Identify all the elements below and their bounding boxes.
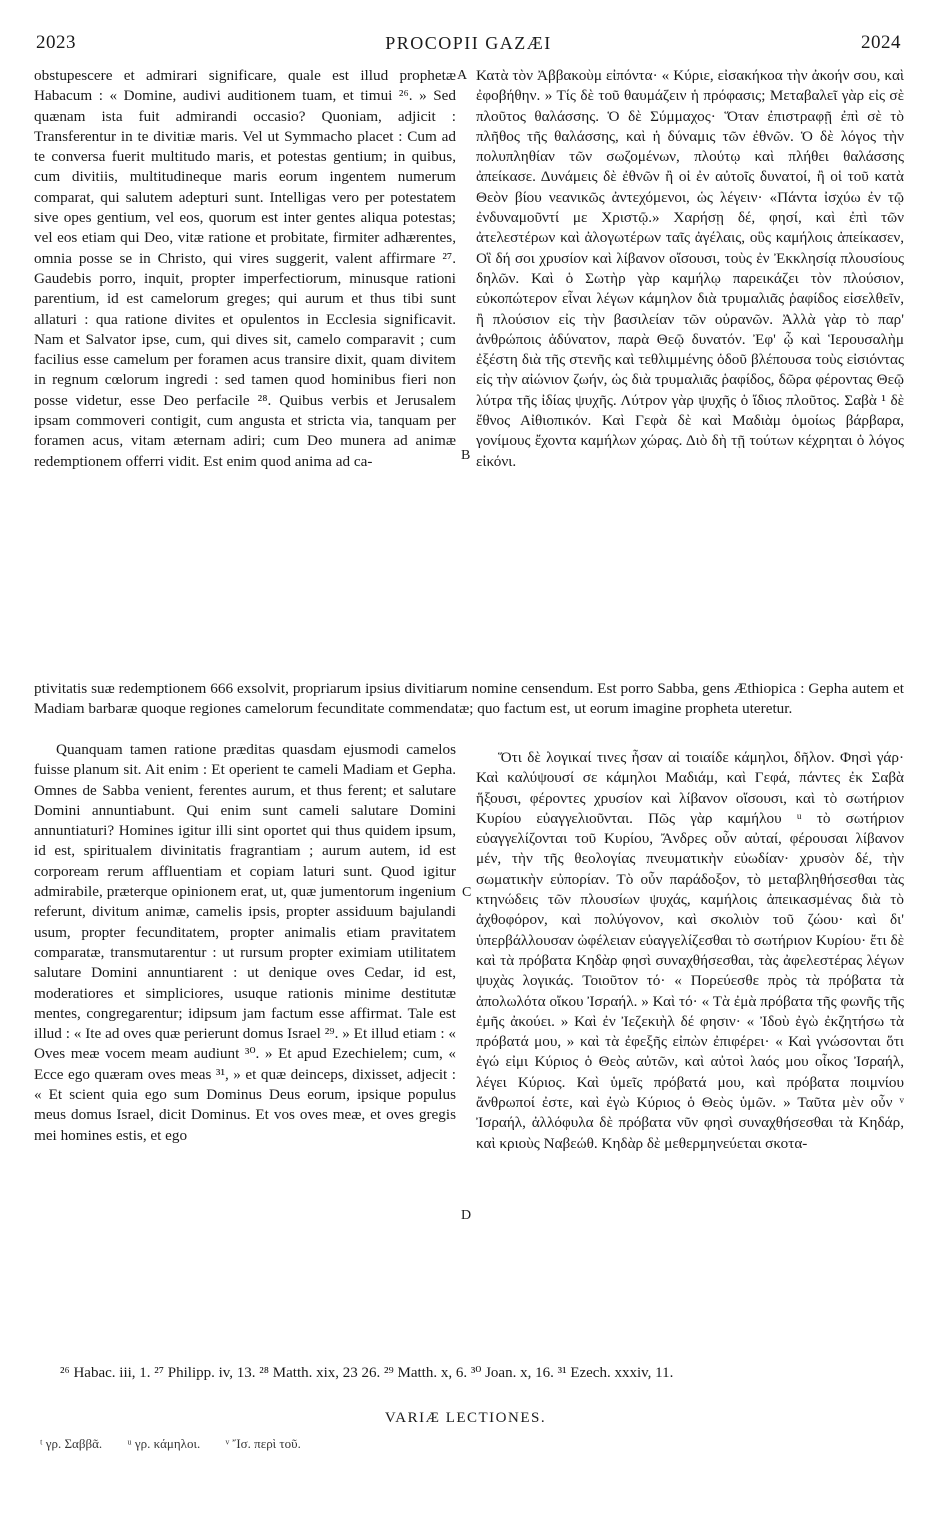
- latin-paragraph-1: obstupescere et admirari significare, quale est illud prophetæ Habacum : « Domine, audivi auditionem tuam, et timui ²⁶. » Sed quænam ista fuit admirandi occasio? Quoniam, adjicit : Transferentur in te divitiæ maris. Vel ut Symmacho placet : Cum ad te conversa fuerit multitudo maris, et potestas gentium; in quibus, cum divitiis, multitudineque maris eorum ingentem numerum comparat, qui salutem adepturi sunt. Intelligas vero per potestatem sive opes gentium, vel eos, quorum est inter gentes aliqua potestas; vel eos etiam qui Deo, vitæ ratione et probitate, firmiter adhærentes, omnia posse se in Christo, qui vires suggerit, valent affirmare ²⁷. Gaudebis porro, inquit, propter imperfectiorum, minusque rationi parentium, id est camelorum greges; qui aurum et thus tibi sunt allaturi : qua ratione divites et opulentos in Ecclesia significavit. Nam et Salvator ipse, cum, qui dives sit, camelo comparavit ; cum facilius esse camelum per foramen acus transire dixit, quam divitem in regnum cœlorum ingredi : sed tamen quod hominibus fieri non posse videtur, esse Deo perfacile ²⁸. Quibus verbis et Jerusalem ipsam commoveri contigit, cum angusta et stricta via, tanquam per foramen acus, vitam æternam adiri; cum Deo munera ad animæ redemptionem offerri vidit. Est enim quod anima ad ca-: [34, 67, 456, 470]
- page-number-right: 2024: [861, 32, 901, 53]
- footnotes: ²⁶ Habac. iii, 1. ²⁷ Philipp. iv, 13. ²⁸ Matth. xix, 23 26. ²⁹ Matth. x, 6. ³⁰ Joan. x, 16. ³¹ Ezech. xxxiv, 11.: [60, 1365, 674, 1381]
- page-number-left: 2023: [36, 32, 76, 53]
- margin-letter-b: B: [461, 448, 471, 463]
- greek-paragraph-1: Κατὰ τὸν Ἀββακοὺμ εἰπόντα· « Κύριε, εἰσακήκοα τὴν ἀκοήν σου, καὶ ἐφοβήθην. » Τίς δὲ τοῦ θαυμάζειν ἡ πρόφασις; Μεταβαλεῖ γὰρ εἰς σὲ πλοῦτος θαλάσσης. Ὁ δὲ Σύμμαχος· Ὅταν ἐπιστραφῇ ἐπὶ σὲ τὸ πλῆθος τῆς θαλάσσης, καὶ ἡ δύναμις τῶν ἐθνῶν. Ὁ δὲ λόγος τὴν πολυπληθίαν τῶν σωζομένων, πλούτῳ καὶ πλήθει θαλάσσης ἀπείκασε. Δυνάμεις δὲ ἐθνῶν ἢ οἱ ἐν αὐτοῖς δυνατοί, ἢ οἱ τοῦ κατὰ Θεὸν βίου νεανικῶς ἀντεχόμενοι, ὡς λέγειν· «Πάντα ἰσχύω ἐν τῷ ἐνδυναμοῦντί με Χριστῷ.» Χαρήσῃ δέ, φησί, καὶ ἐπὶ τῶν ἀτελεστέρων καὶ ἀλογωτέρων ταῖς ἀγέλαις, οὓς καμήλοις ἀπείκασεν, Οἳ δή σοι χρυσίον καὶ λίβανον οἴσουσι, τοὺς ἐν Ἐκκλησίᾳ πλουσίους δηλῶν. Καὶ ὁ Σωτὴρ γὰρ καμήλῳ παρεικάζει τὸν πλούσιον, εὐκοπώτερον εἶναι λέγων κάμηλον διὰ τρυμαλιᾶς ῥαφίδος εἰσελθεῖν, ἢ πλούσιον εἰς τὴν βασιλείαν τῶν οὐρανῶν. Ἀλλὰ γὰρ τὸ παρ' ἀνθρώποις ἀδύνατον, παρὰ Θεῷ δυνατόν. Ἐφ' ᾧ καὶ Ἱερουσαλὴμ ἐξέστη διὰ τῆς στενῆς καὶ τεθλιμμένης ὁδοῦ βλέπουσα τοὺς εἰσιόντας εἰς τὴν αἰώνιον ζωήν, ὡς διὰ τρυμαλιᾶς ῥαφίδος, δῶρα φέροντας Θεῷ λύτρα τῆς ἰδίας ψυχῆς. Λύτρον γὰρ ψυχῆς ὁ ἴδιος πλοῦτος. Σαβὰ ¹ δὲ ἔθνος Αἰθιοπικόν. Καὶ Γεφὰ δὲ καὶ Μαδιὰμ ὁμοίως βάρβαρα, γονίμους ἔχοντα καμήλων χώρας. Διὸ δὴ τῇ τούτων κέχρηται ὁ λόγος εἰκόνι.: [476, 67, 904, 470]
- margin-letter-c: C: [462, 885, 472, 900]
- latin-paragraph-2: Quanquam tamen ratione præditas quasdam ejusmodi camelos fuisse planum sit. Ait enim : Et operient te cameli Madiam et Gepha. Omnes de Sabba venient, ferentes aurum, et thus ferent; et salutare Domini annuntiabunt. Qui enim sunt cameli salutare Domini annuntiaturi? Homines igitur illi sint oportet qui thus quidem ipsum, id est, spiritualem divinitatis fragrantiam ; aurum autem, id est corpoream rerum affluentiam et copiam laturi sunt. Quod igitur admirabile, præterque opinionem erat, ut, quæ jumentorum ingenium referunt, divitum animæ, camelis ipsis, propter assiduum bajulandi usum, propter fecunditatem, propter animalis etiam pravitatem comparatæ, transmutarentur : ut rursum propter eximiam utilitatem salutare Domini annuntiarent : ut denique oves Cedar, id est, moderatiores et simpliciores, usuque rationis minime destitutæ mentes, congregarentur; idipsum jam factum esse affirmat. Tale est illud : « Ite ad oves quæ perierunt domus Israel ²⁹. » Et illud etiam : « Oves meæ vocem meam audiunt ³⁰. » Et apud Ezechielem; cum, « Ecce ego quæram oves meas ³¹, » et quæ deinceps, dixisset, adjecit : « Et scient quia ego sum Dominus Deus eorum, ipsique populus meus domus Israel, dicit Dominus. Et vos oves meæ, et oves gregis mei homines estis, et ego: [34, 741, 456, 1144]
- variae-lectiones-notes: [40, 1436, 323, 1452]
- margin-letter-d: D: [461, 1208, 472, 1223]
- variant-reading-t: ᵗ γρ. Σαββᾶ.: [40, 1436, 103, 1451]
- variant-reading-v: ᵛ Ἴσ. περὶ τοῦ.: [225, 1436, 301, 1451]
- greek-paragraph-2: Ὅτι δὲ λογικαί τινες ἦσαν αἱ τοιαίδε κάμηλοι, δῆλον. Φησὶ γάρ· Καὶ καλύψουσί σε κάμηλοι Μαδιάμ, καὶ Γεφά, πάντες ἐκ Σαβὰ ἥξουσι, φέροντες χρυσίον καὶ λίβανον οἴσουσι, καὶ τὸ σωτήριον Κυρίου εὐαγγελιοῦνται. Πῶς γὰρ καμήλου ᵘ τὸ σωτήριον εὐαγγελίζονται τοῦ Κυρίου, Ἄνδρες οὖν αὐταί, φέρουσαι λίβανον μέν, τὴν τῆς θεολογίας πνευματικὴν εὐωδίαν· χρυσὸν δέ, τὴν σωματικὴν εὐπορίαν. Τὸ οὖν παράδοξον, τὸ μεταβληθήσεσθαι τὰς κτηνώδεις τῶν πλουσίων ψυχάς, καμήλοις ἀπεικασμένας διὰ τὸ ἀχθοφόρον, καὶ πολύγονον, καὶ σκολιὸν τοῦ ζώου· καὶ δι' ὑπερβάλλουσαν ὠφέλειαν εὐαγγελίζεσθαι τὸ σωτήριον Κυρίου· ἔτι δὲ καὶ τὰ πρόβατα Κηδὰρ φησὶ συναχθήσεσθαι, τὰς ἀφελεστέρας λέγων ψυχὰς λογικάς. Τοιοῦτον τό· « Πορεύεσθε πρὸς τὰ πρόβατα τὰ ἀπολωλότα οἴκου Ἰσραήλ. » Καὶ τό· « Τὰ ἐμὰ πρόβατα τῆς φωνῆς τῆς ἐμῆς ἀκούει. » Καὶ ἐν Ἰεζεκιὴλ δέ φησιν· « Ἰδοὺ ἐγὼ ἐκζητήσω τὰ πρόβατά μου, » καὶ τὰ ἐφεξῆς εἰπὼν ἐπιφέρει· « Καὶ γνώσονται ὅτι ἐγώ εἰμι Κύριος ὁ Θεὸς αὐτῶν, καὶ αὐτοὶ λαός μου οἶκος Ἰσραήλ, λέγει Κύριος. Καὶ ὑμεῖς πρόβατά μου, καὶ πρόβατα ποιμνίου ἄνθρωποί ἐστε, καὶ ἐγὼ Κύριος ὁ Θεὸς ὑμῶν. » Ταῦτα μὲν οὖν ᵛ Ἰσραήλ, ἀλλόφυλα δὲ πρόβατα νῦν φησὶ συναχθήσεσθαι τὰ Κηδάρ, καὶ κριοὺς Ναβεώθ. Κηδὰρ δὲ μεθερμηνεύεται σκοτα-: [476, 749, 904, 1152]
- variant-reading-u: ᵘ γρ. κάμηλοι.: [127, 1436, 201, 1451]
- latin-column-bottom: [34, 740, 456, 1146]
- margin-letter-a: A: [457, 68, 468, 83]
- running-title: PROCOPII GAZÆI: [385, 33, 552, 53]
- greek-column-bottom: [476, 748, 904, 1154]
- latin-column-top: [34, 66, 456, 472]
- running-header: [36, 32, 901, 56]
- greek-column-top: [476, 66, 904, 472]
- latin-continuation: ptivitatis suæ redemptionem 666 exsolvit, propriarum ipsius divitiarum nomine censendum. Est porro Sabba, gens Æthiopica : Gepha autem et Madiam barbaræ quoque regiones camelorum fecunditate commendatæ; quo factum est, ut eorum imagine propheta uteretur.: [34, 680, 904, 718]
- variae-lectiones-heading: VARIÆ LECTIONES.: [384, 1410, 547, 1426]
- latin-full-width-paragraph: [34, 679, 904, 720]
